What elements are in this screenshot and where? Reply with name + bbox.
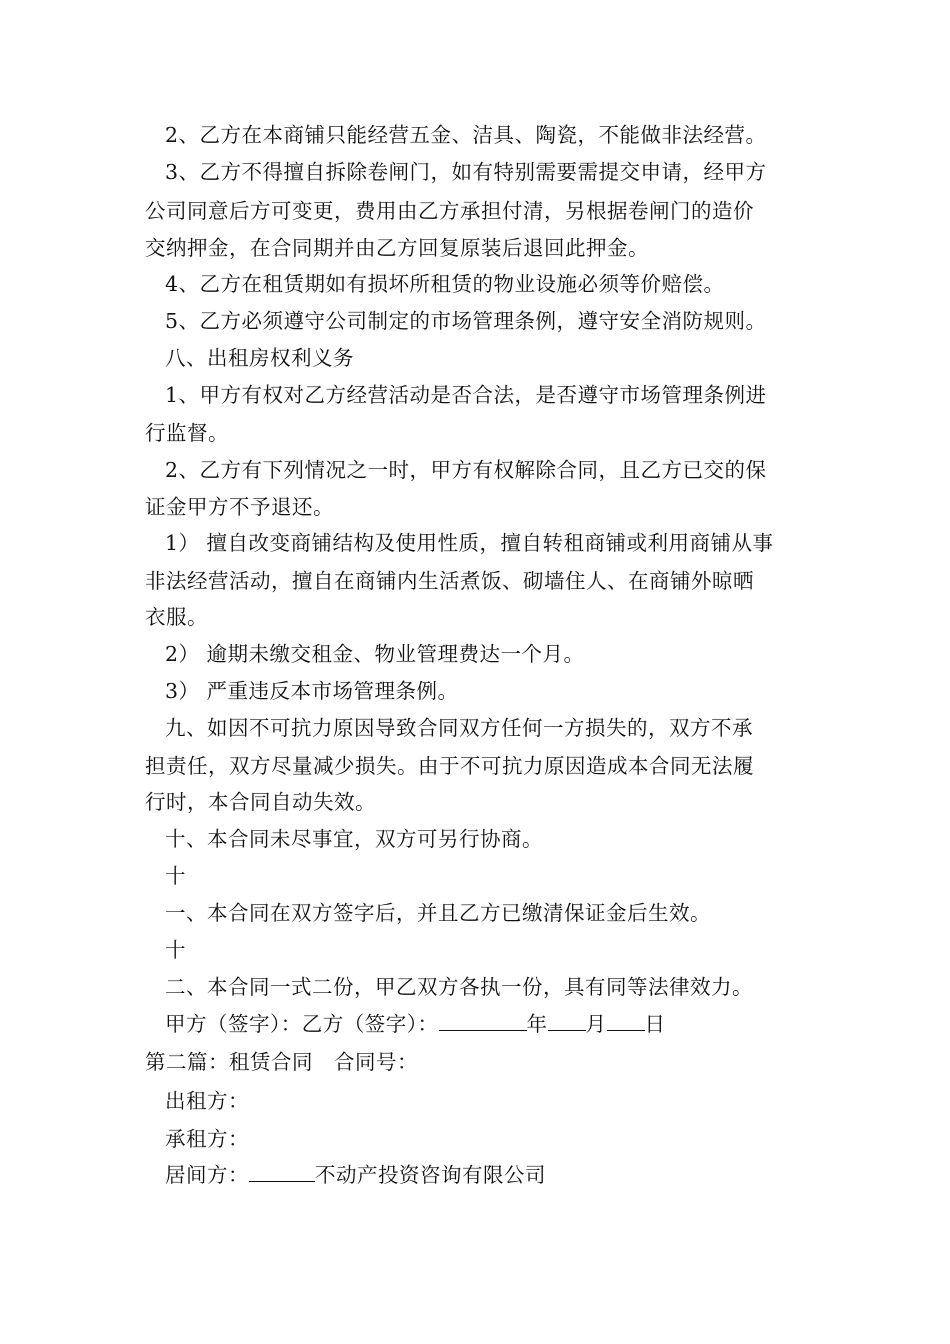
- broker-label: 居间方：: [165, 1163, 249, 1187]
- second-contract-title: 第二篇：租赁合同 合同号：: [145, 1050, 418, 1074]
- text-line: 十、本合同未尽事宜，双方可另行协商。: [165, 827, 543, 851]
- text-line: 九、如因不可抗力原因导致合同双方任何一方损失的，双方不承: [165, 716, 753, 740]
- text-line: 担责任，双方尽量减少损失。由于不可抗力原因造成本合同无法履: [145, 754, 754, 778]
- text-line: 行时，本合同自动失效。: [145, 790, 376, 814]
- text-line: 证金甲方不予退还。: [145, 495, 334, 519]
- text-line: 非法经营活动，擅自在商铺内生活煮饭、砌墙住人、在商铺外晾晒: [145, 569, 754, 593]
- text-line: 5、乙方必须遵守公司制定的市场管理条例，遵守安全消防规则。: [165, 309, 767, 333]
- text-line: 3、乙方不得擅自拆除卷闸门，如有特别需要需提交申请，经甲方: [165, 160, 767, 184]
- text-line: 衣服。: [145, 605, 208, 629]
- broker-name: 不动产投资咨询有限公司: [315, 1163, 546, 1187]
- date-blank: [607, 1006, 645, 1031]
- text-line: 3） 严重违反本市场管理条例。: [165, 679, 459, 703]
- text-line: 十: [165, 864, 186, 888]
- day-label: 日: [644, 1012, 666, 1036]
- signature-line: [145, 1006, 835, 1042]
- text-line: 2、乙方有下列情况之一时，甲方有权解除合同，且乙方已交的保: [165, 458, 767, 482]
- text-line: 1、甲方有权对乙方经营活动是否合法，是否遵守市场管理条例进: [165, 383, 767, 407]
- month-label: 月: [585, 1012, 607, 1036]
- text-line: 二、本合同一式二份，甲乙双方各执一份，具有同等法律效力。: [165, 975, 753, 999]
- text-line: 2） 逾期未缴交租金、物业管理费达一个月。: [165, 642, 585, 666]
- date-blank: [548, 1006, 586, 1031]
- section-heading: 八、出租房权利义务: [165, 346, 354, 370]
- text-line: 2、乙方在本商铺只能经营五金、洁具、陶瓷，不能做非法经营。: [165, 123, 767, 147]
- year-label: 年: [526, 1012, 548, 1036]
- text-line: 公司同意后方可变更，费用由乙方承担付清，另根据卷闸门的造价: [145, 199, 754, 223]
- lessor-line: 出租方：: [165, 1089, 249, 1113]
- broker-line: [145, 1157, 835, 1193]
- text-line: 十: [165, 938, 186, 962]
- lessee-line: 承租方：: [165, 1127, 249, 1151]
- text-line: 1） 擅自改变商铺结构及使用性质，擅自转租商铺或利用商铺从事: [165, 531, 774, 555]
- text-line: 一、本合同在双方签字后，并且乙方已缴清保证金后生效。: [165, 901, 711, 925]
- text-line: 4、乙方在租赁期如有损坏所租赁的物业设施必须等价赔偿。: [165, 272, 725, 296]
- text-line: 交纳押金，在合同期并由乙方回复原装后退回此押金。: [145, 236, 649, 260]
- text-line: 行监督。: [145, 421, 229, 445]
- broker-blank: [249, 1157, 315, 1182]
- date-blank: [439, 1006, 527, 1031]
- signature-prefix: 甲方（签字）：乙方（签字）：: [165, 1012, 439, 1036]
